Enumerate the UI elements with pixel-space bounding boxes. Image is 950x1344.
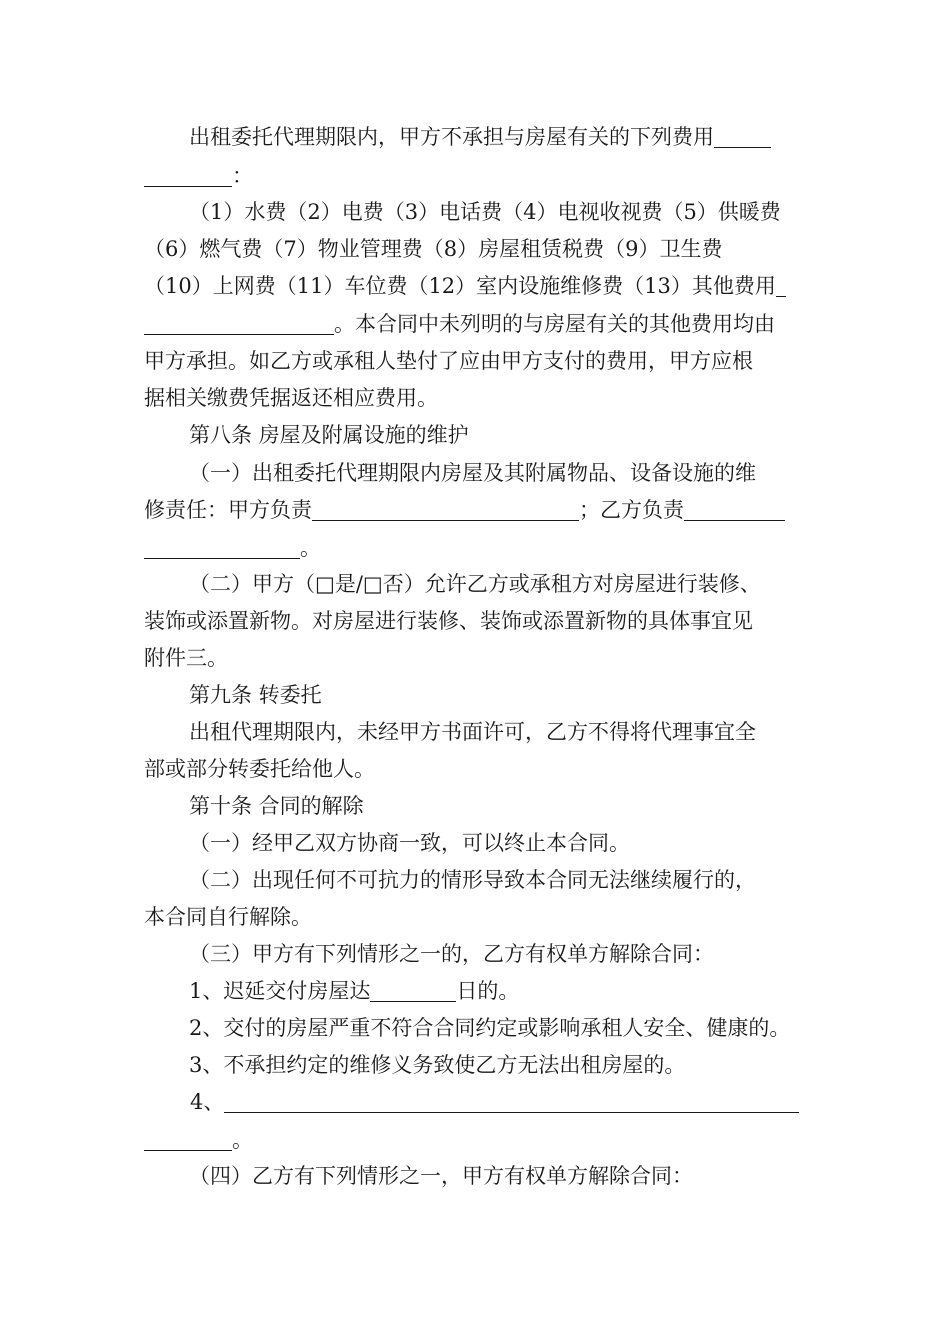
text: ：: [232, 164, 253, 188]
fees-paragraph-line-5: 甲方承担。如乙方或承租人垫付了应由甲方支付的费用，甲方应根: [144, 349, 753, 373]
article-8-clause-1: （一）出租委托代理期限内房屋及其附属物品、设备设施的维: [189, 461, 756, 485]
blank-line: [714, 125, 771, 148]
article-10-heading: 第十条 合同的解除: [189, 794, 364, 818]
blank-line: [144, 312, 334, 335]
blank-line: [312, 498, 579, 521]
fees-list-line-3: （10）上网费（11）车位费（12）室内设施维修费（13）其他费用: [144, 272, 786, 300]
article-10-clause-3-item-4-end: 。: [144, 1126, 253, 1154]
paragraph-fees-intro-cont: [144, 162, 253, 190]
fees-list-line-2: （6）燃气费（7）物业管理费（8）房屋租赁税费（9）卫生费: [144, 237, 723, 261]
article-9-body-cont: 部或部分转委托给他人。: [144, 757, 375, 781]
article-10-clause-3: （三）甲方有下列情形之一的，乙方有权单方解除合同：: [189, 942, 714, 966]
fees-list-line-4: 。本合同中未列明的与房屋有关的其他费用均由: [144, 310, 775, 338]
blank-line: [144, 1128, 232, 1151]
text: 出租委托代理期限内，甲方不承担与房屋有关的下列费用: [189, 125, 714, 149]
article-10-clause-2: （二）出现任何不可抗力的情形导致本合同无法继续履行的，: [189, 868, 756, 892]
article-10-clause-3-item-1: 1、迟延交付房屋达 日的。: [189, 979, 520, 1003]
blank-line: [144, 164, 232, 187]
article-9-body: 出租代理期限内，未经甲方书面许可，乙方不得将代理事宜全: [189, 720, 756, 744]
article-10-clause-3-item-4: 4、: [190, 1088, 799, 1116]
article-8-clause-1-end: 。: [144, 534, 321, 562]
fees-list-line-1: （1）水费（2）电费（3）电话费（4）电视收视费（5）供暖费: [189, 200, 781, 224]
blank-line: [144, 536, 300, 559]
article-8-clause-2-cont: 装饰或添置新物。对房屋进行装修、装饰或添置新物的具体事宜见: [144, 609, 753, 633]
article-8-clause-1-cont: 修责任：甲方负责 ；乙方负责: [144, 496, 785, 524]
blank-line: [370, 979, 456, 1002]
article-10-clause-1: （一）经甲乙双方协商一致，可以终止本合同。: [189, 831, 630, 855]
blank-line: [684, 498, 785, 521]
article-10-clause-2-cont: 本合同自行解除。: [144, 905, 312, 929]
article-10-clause-3-item-2: 2、交付的房屋严重不符合合同约定或影响承租人安全、健康的。: [189, 1016, 791, 1040]
blank-line: [776, 274, 786, 297]
article-9-heading: 第九条 转委托: [189, 683, 322, 707]
blank-line: [224, 1090, 799, 1113]
article-8-heading: 第八条 房屋及附属设施的维护: [189, 423, 469, 447]
article-8-clause-2: （二）甲方（□是/□否）允许乙方或承租方对房屋进行装修、: [189, 572, 761, 596]
article-10-clause-3-item-3: 3、不承担约定的维修义务致使乙方无法出租房屋的。: [189, 1053, 686, 1077]
article-10-clause-4: （四）乙方有下列情形之一，甲方有权单方解除合同：: [189, 1164, 693, 1188]
article-8-clause-2-end: 附件三。: [144, 646, 228, 670]
paragraph-fees-intro: [189, 123, 771, 151]
fees-paragraph-line-6: 据相关缴费凭据返还相应费用。: [144, 386, 438, 410]
